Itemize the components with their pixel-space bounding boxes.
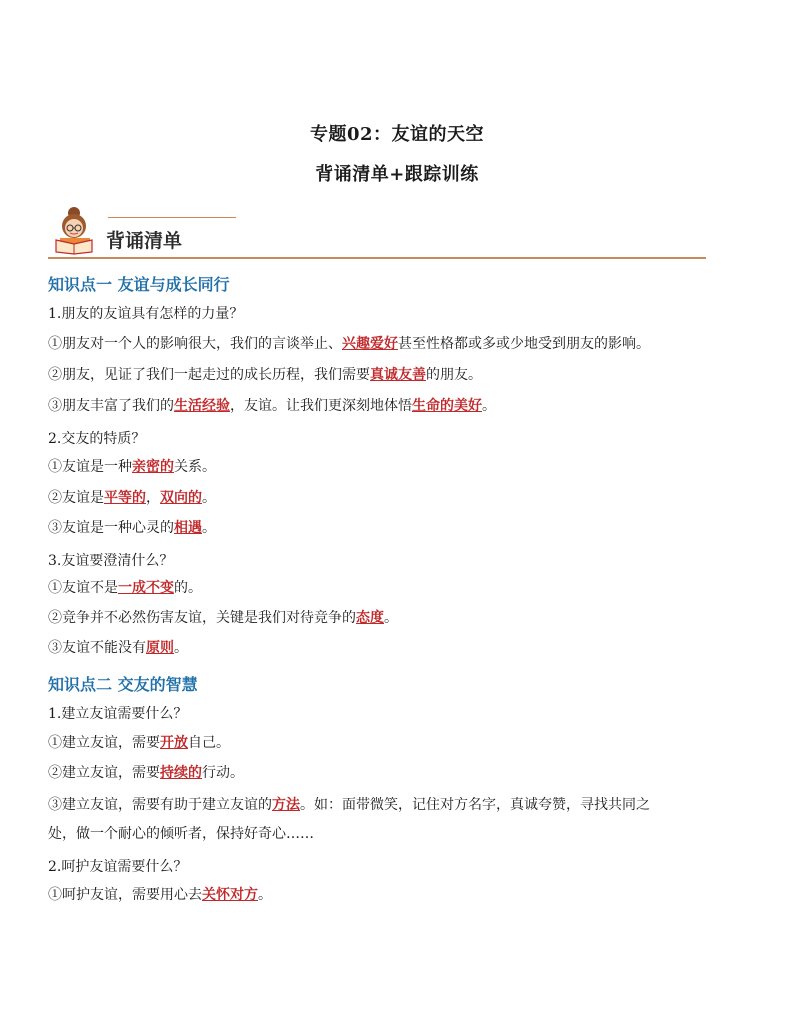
- keyword: 相遇: [174, 520, 202, 536]
- keyword: 态度: [356, 610, 384, 626]
- answer-text: ③友谊是一种心灵的: [48, 520, 174, 536]
- answer-text: ①友谊不是: [48, 580, 118, 596]
- answer-line: [48, 791, 650, 819]
- answer-line: [48, 634, 188, 662]
- answer-text: 自己。: [188, 735, 230, 751]
- keyword: 真诚友善: [370, 367, 426, 383]
- answer-text: 。: [174, 640, 188, 656]
- answer-text: ①友谊是一种: [48, 459, 132, 475]
- answer-line: [48, 820, 314, 848]
- answer-line: [48, 453, 216, 481]
- answer-text: 。如：面带微笑，记住对方名字，真诚夸赞，寻找共同之: [300, 797, 650, 813]
- keyword: 关怀对方: [202, 887, 258, 903]
- answer-text: 。: [202, 490, 216, 506]
- answer-text: 关系。: [174, 459, 216, 475]
- answer-text: 。: [482, 398, 496, 414]
- keyword: 亲密的: [132, 459, 174, 475]
- answer-line: [48, 881, 272, 909]
- question: 1.朋友的友谊具有怎样的力量？: [48, 306, 244, 322]
- keyword: 兴趣爱好: [342, 336, 398, 352]
- page-subtitle: 背诵清单+跟踪训练: [315, 164, 479, 185]
- keyword: 方法: [272, 797, 300, 813]
- banner-rule-bottom: [48, 257, 706, 259]
- answer-line: [48, 759, 244, 787]
- answer-text: ①朋友对一个人的影响很大，我们的言谈举止、: [48, 336, 342, 352]
- answer-text: ②友谊是: [48, 490, 104, 506]
- keyword: 平等的: [104, 490, 146, 506]
- keyword: 双向的: [160, 490, 202, 506]
- section-heading: 知识点二 交友的智慧: [48, 675, 198, 694]
- question: 2.交友的特质？: [48, 431, 146, 447]
- answer-text: ③友谊不能没有: [48, 640, 146, 656]
- keyword: 持续的: [160, 765, 202, 781]
- answer-text: 。: [258, 887, 272, 903]
- keyword: 开放: [160, 735, 188, 751]
- question: 1.建立友谊需要什么？: [48, 706, 188, 722]
- keyword: 原则: [146, 640, 174, 656]
- section-heading: 知识点一 友谊与成长同行: [48, 275, 230, 294]
- answer-line: [48, 604, 398, 632]
- answer-line: [48, 361, 482, 389]
- answer-text: 处，做一个耐心的倾听者，保持好奇心……: [48, 826, 314, 842]
- section-banner: [48, 204, 708, 262]
- answer-line: [48, 330, 650, 358]
- answer-text: ②建立友谊，需要: [48, 765, 160, 781]
- banner-label: 背诵清单: [106, 230, 183, 252]
- banner-rule-top: [108, 217, 236, 218]
- answer-text: 。: [202, 520, 216, 536]
- answer-text: 甚至性格都或多或少地受到朋友的影响。: [398, 336, 650, 352]
- question: 3.友谊要澄清什么？: [48, 553, 174, 569]
- keyword: 生活经验: [174, 398, 230, 414]
- answer-text: 行动。: [202, 765, 244, 781]
- answer-text: ，: [146, 490, 160, 506]
- answer-text: 。: [384, 610, 398, 626]
- page-title: 专题02：友谊的天空: [309, 124, 485, 145]
- answer-line: [48, 514, 216, 542]
- reading-girl-icon: [48, 204, 106, 256]
- answer-text: ②朋友，见证了我们一起走过的成长历程，我们需要: [48, 367, 370, 383]
- answer-line: [48, 484, 216, 512]
- answer-text: 的。: [174, 580, 202, 596]
- answer-text: ②竞争并不必然伤害友谊，关键是我们对待竞争的: [48, 610, 356, 626]
- answer-text: ，友谊。让我们更深刻地体悟: [230, 398, 412, 414]
- answer-text: ①呵护友谊，需要用心去: [48, 887, 202, 903]
- answer-line: [48, 392, 496, 420]
- answer-text: 的朋友。: [426, 367, 482, 383]
- answer-line: [48, 729, 230, 757]
- question: 2.呵护友谊需要什么？: [48, 859, 188, 875]
- keyword: 生命的美好: [412, 398, 482, 414]
- answer-text: ③朋友丰富了我们的: [48, 398, 174, 414]
- keyword: 一成不变: [118, 580, 174, 596]
- answer-line: [48, 574, 202, 602]
- answer-text: ①建立友谊，需要: [48, 735, 160, 751]
- answer-text: ③建立友谊，需要有助于建立友谊的: [48, 797, 272, 813]
